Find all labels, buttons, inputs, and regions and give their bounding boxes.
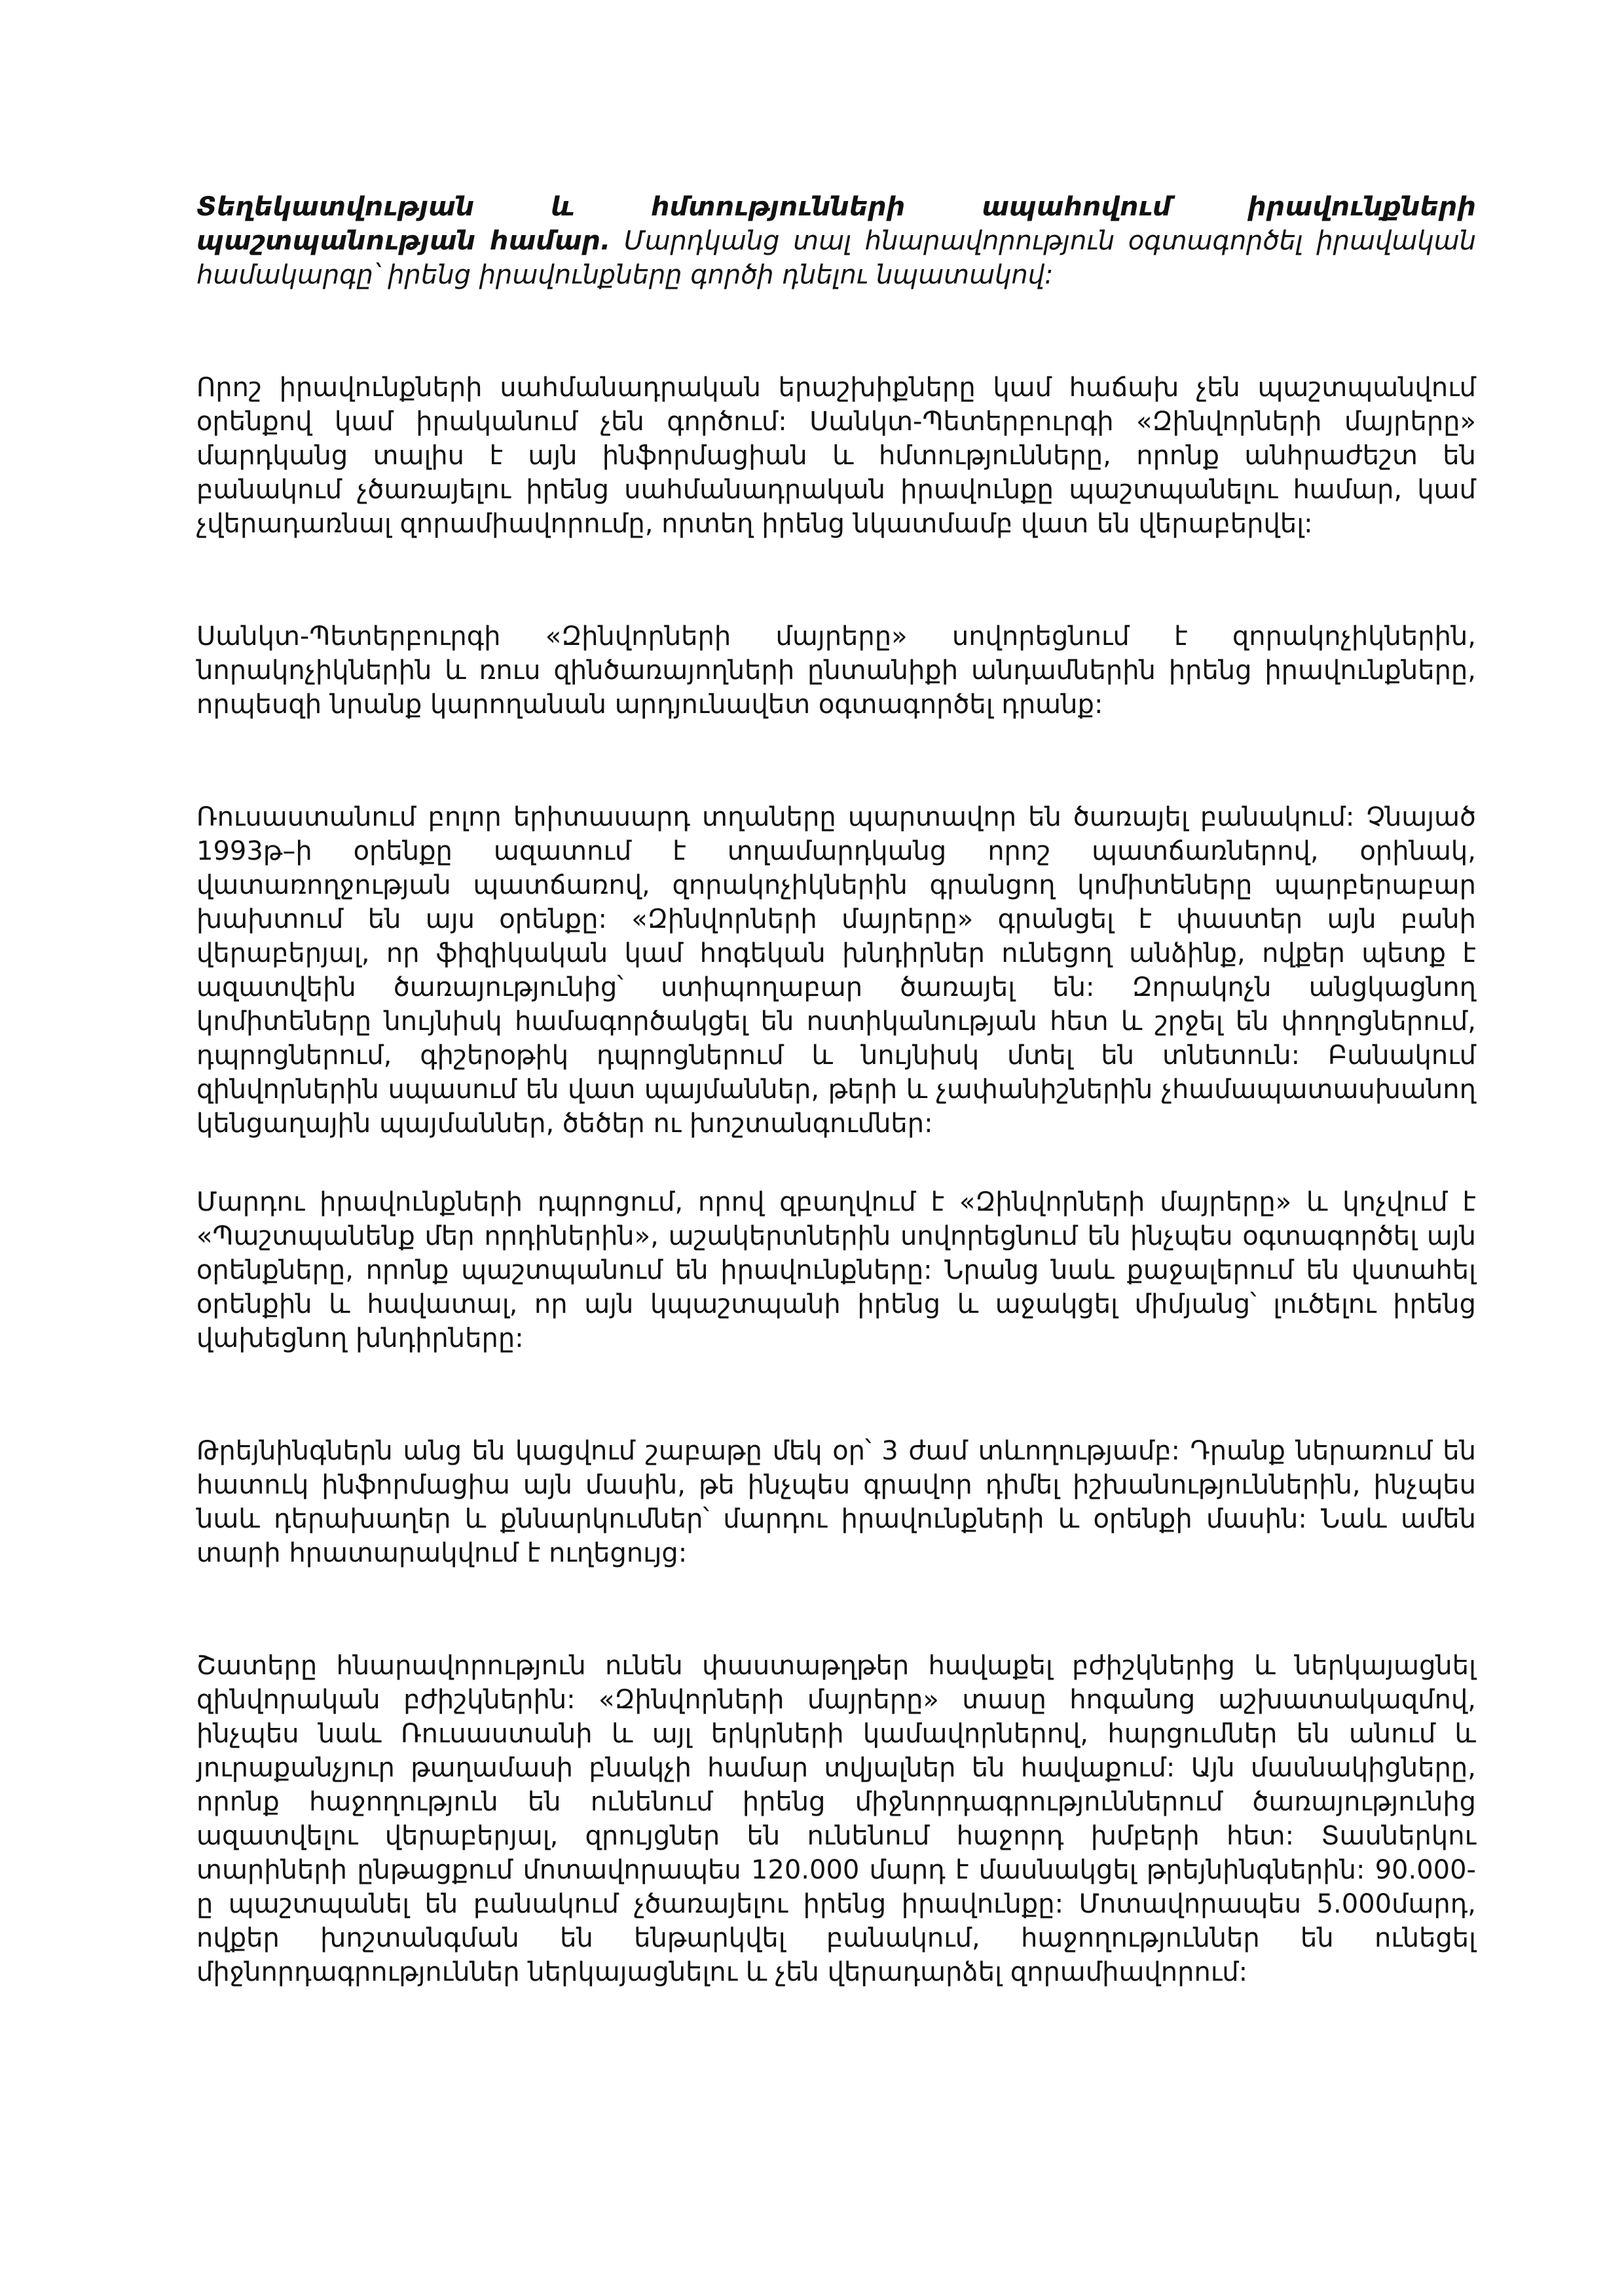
paragraph-trainings: Թրեյնինգներն անց են կացվում շաբաթը մեկ օր՝ 3 ժամ տևողությամբ: Դրանք ներառում են հատուկ ինֆորմացիա այն մասին, թե ինչպես գրավոր դիմել իշխանություններին, ինչպես նաև դերախաղեր և քննարկումներ՝ մարդու իրավունքների և օրենքի մասին: Նաև ամեն տարի հրատարակվում է ուղեցույց: [196,1436,1476,1568]
paragraph-military-service: Ռուսաստանում բոլոր երիտասարդ տղաները պարտավոր են ծառայել բանակում: Չնայած 1993թ–ի օրենքը ազատում է տղամարդկանց որոշ պատճառներով, օրինակ, վատառողջության պատճառով, զորակոչիկներին գրանցող կոմիտեները պարբերաբար խախտում են այս օրենքը: «Զինվորների մայրերը» գրանցել է փաստեր այն բանի վերաբերյալ, որ ֆիզիկական կամ հոգեկան խնդիրներ ունեցող անձինք, ովքեր պետք է ազատվեին ծառայությունից՝ ստիպողաբար ծառայել են: Զորակոչն անցկացնող կոմիտեները նույնիսկ համագործակցել են ոստիկանության հետ և շրջել են փողոցներում, դպրոցներում, գիշերօթիկ դպրոցներում և նույնիսկ մտել են տնետուն: Բանակում զինվորներին սպասում են վատ պայմաններ, թերի և չափանիշներին չհամապատասխանող կենցաղային պայմաններ, ծեծեր ու խոշտանգումներ: [196,802,1476,1139]
intro-block [196,190,1476,292]
paragraph-participants: Շատերը հնարավորություն ունեն փաստաթղթեր հավաքել բժիշկներից և ներկայացնել զինվորական բժիշկներին: «Զինվորների մայրերը» տասը հոգանոց աշխատակազմով, ինչպես նաև Ռուսաստանի և այլ երկրների կամավորներով, հարցումներ են անում և յուրաքանչյուր թաղամասի բնակչի համար տվյալներ են հավաքում: Այն մասնակիցները, որոնք հաջողություն են ունենում իրենց միջնորդագրություններում ծառայությունից ազատվելու վերաբերյալ, զրույցներ են ունենում հաջորդ խմբերի հետ: Տասներկու տարիների ընթացքում մոտավորապես 120.000 մարդ է մասնակցել թրեյնինգներին: 90.000-ը պաշտպանել են բանակում չծառայելու իրենց իրավունքը: Մոտավորապես 5.000մարդ, ովքեր խոշտանգման են ենթարկվել բանակում, հաջողություններ են ունեցել միջնորդագրություններ ներկայացնելու և չեն վերադարձել զորամիավորում: [196,1651,1476,1987]
paragraph-teaching-rights: Սանկտ-Պետերբուրգի «Զինվորների մայրերը» սովորեցնում է զորակոչիկներին, նորակոչիկներին և ռուս զինծառայողների ընտանիքի անդամներին իրենց իրավունքները, որպեսզի նրանք կարողանան արդյունավետ օգտագործել դրանք: [196,621,1476,720]
paragraph-constitutional-rights: Որոշ իրավունքների սահմանադրական երաշխիքները կամ հաճախ չեն պաշտպանվում օրենքով կամ իրականում չեն գործում: Սանկտ-Պետերբուրգի «Զինվորների մայրերը» մարդկանց տալիս է այն ինֆորմացիան և հմտությունները, որոնք անհրաժեշտ են բանակում չծառայելու իրենց սահմանադրական իրավունքը պաշտպանելու համար, կամ չվերադառնալ զորամիավորումը, որտեղ իրենց նկատմամբ վատ են վերաբերվել: [196,373,1476,539]
intro-lead: Տեղեկատվության և հմտությունների ապահովում իրավունքների պաշտպանության համար. [196,192,1476,256]
intro-text: Մարդկանց տալ հնարավորություն օգտագործել իրավական համակարգը՝ իրենց իրավունքները գործի դնելու նպատակով: [196,226,1476,290]
document-page [196,190,1476,1989]
paragraph-human-rights-school: Մարդու իրավունքների դպրոցում, որով զբաղվում է «Զինվորների մայրերը» և կոչվում է «Պաշտպանենք մեր որդիներին», աշակերտներին սովորեցնում են ինչպես օգտագործել այն օրենքները, որոնք պաշտպանում են իրավունքները: Նրանց նաև քաջալերում են վստահել օրենքին և հավատալ, որ այն կպաշտպանի իրենց և աջակցել միմյանց՝ լուծելու իրենց վախեցնող խնդիրները: [196,1187,1476,1353]
